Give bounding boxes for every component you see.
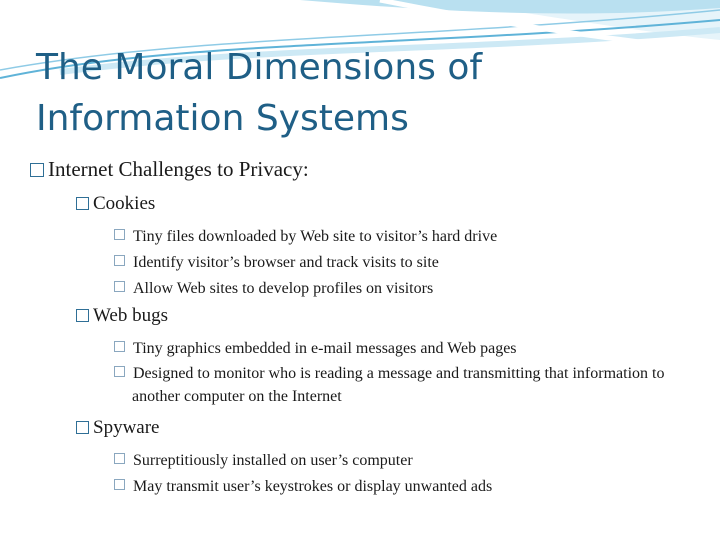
section-web-bugs [76,302,690,330]
bullet-box-icon [114,281,125,292]
bullet-box-icon [76,309,89,322]
list-item: Allow Web sites to develop profiles on visitors [114,276,690,302]
list-item: May transmit user’s keystrokes or display unwanted ads [114,474,690,500]
bullet-box-icon [114,255,125,266]
section-label: Spyware [93,417,160,438]
bullet-box-icon [114,366,125,377]
slide-title: The Moral Dimensions of Information Systems [36,47,483,139]
list-item: Surreptitiously installed on user’s computer [114,448,690,474]
bullet-box-icon [76,197,89,210]
bullet-box-icon [114,341,125,352]
section-cookies [76,190,690,218]
list-item: Tiny graphics embedded in e-mail messages and Web pages [114,336,690,362]
bullet-box-icon [114,229,125,240]
section-spyware [76,414,690,442]
bullet-box-icon [76,421,89,434]
bullet-box-icon [114,453,125,464]
section-label: Web bugs [93,305,168,326]
section-label: Cookies [93,193,156,214]
main-bullet [30,154,690,184]
list-item: Identify visitor’s browser and track visits to site [114,250,690,276]
bullet-box-icon [114,479,125,490]
slide-body [30,154,690,500]
list-item: Designed to monitor who is reading a message and transmitting that information to another computer on the Internet [114,362,690,408]
list-item: Tiny files downloaded by Web site to visitor’s hard drive [114,224,690,250]
main-bullet-text: Internet Challenges to Privacy: [48,157,309,181]
bullet-box-icon [30,163,44,177]
